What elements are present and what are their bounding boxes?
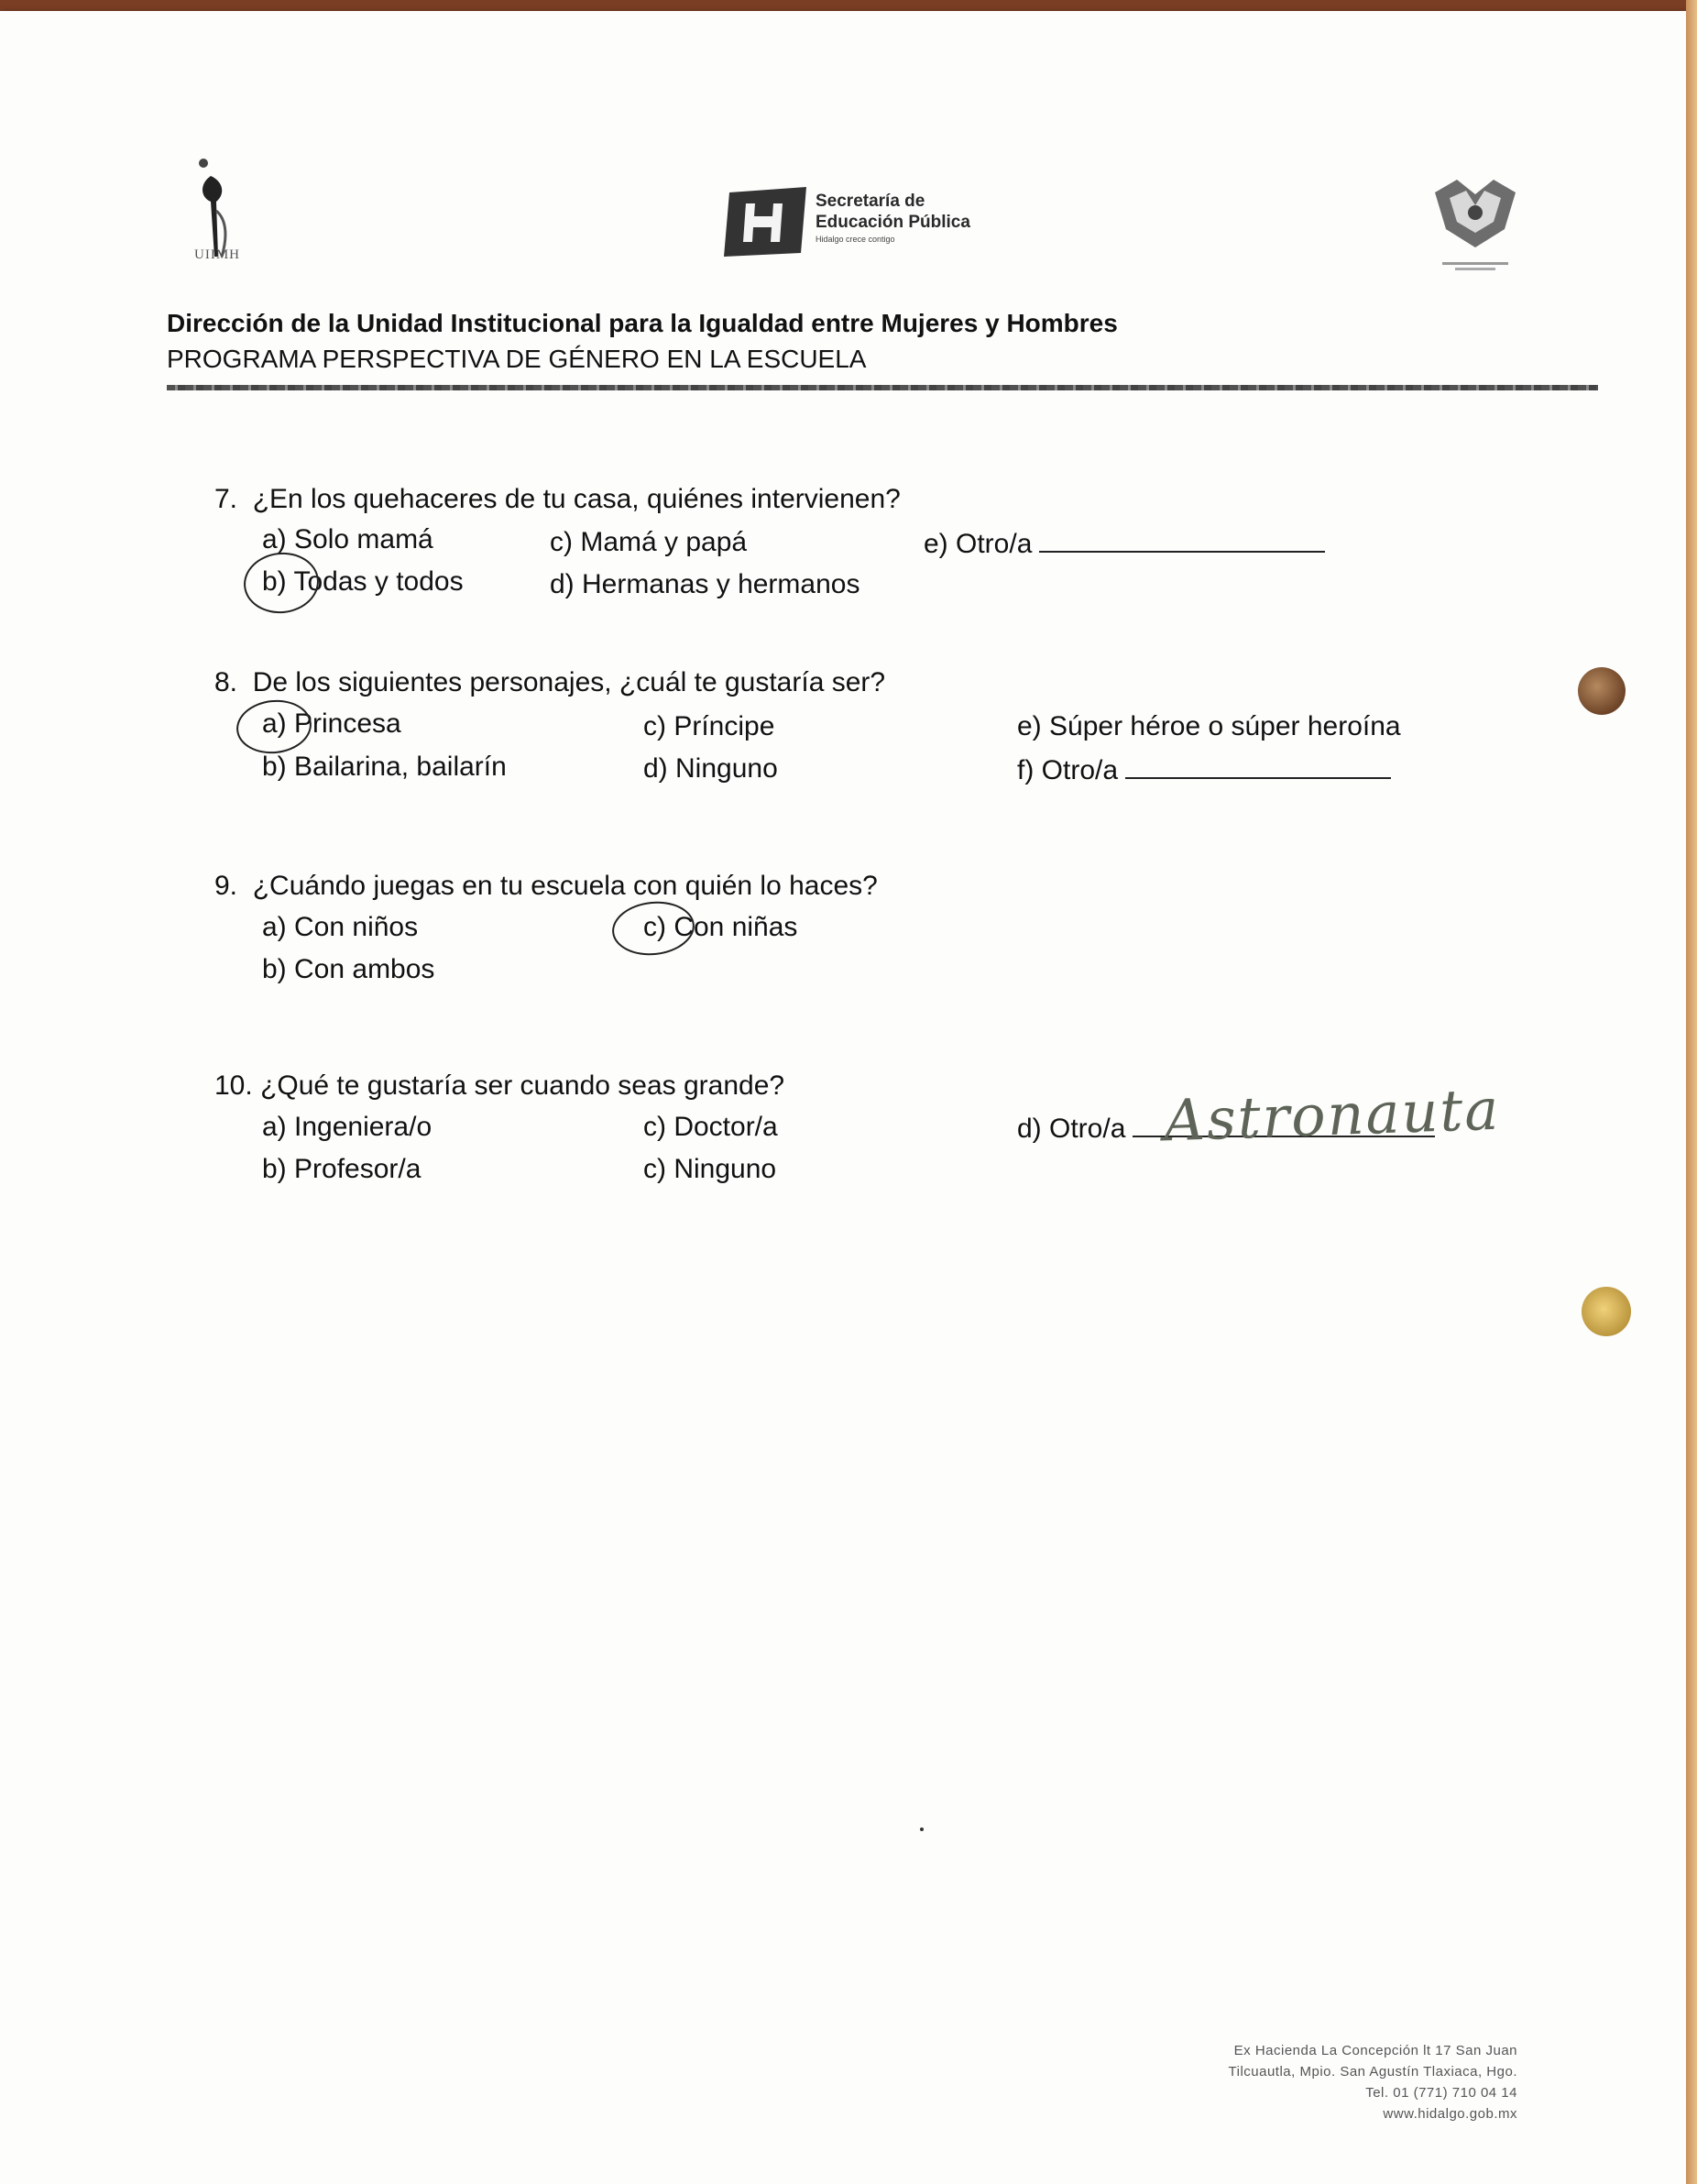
question-10 <box>214 1070 784 1102</box>
q7-option-d: d) Hermanas y hermanos <box>550 569 860 599</box>
question-8-text: De los siguientes personajes, ¿cuál te gustaría ser? <box>252 667 886 697</box>
q10-option-a: a) Ingeniera/o <box>262 1112 432 1142</box>
q9-option-b: b) Con ambos <box>262 954 435 984</box>
q8-option-e: e) Súper héroe o súper heroína <box>1017 711 1401 741</box>
question-10-text: ¿Qué te gustaría ser cuando seas grande? <box>260 1070 785 1101</box>
ink-speck <box>920 1827 924 1831</box>
q10-option-c: c) Doctor/a <box>643 1112 778 1142</box>
question-10-number: 10. <box>214 1070 253 1101</box>
q7-option-e <box>924 527 1325 560</box>
q9-option-a: a) Con niños <box>262 912 419 942</box>
question-7-number: 7. <box>214 484 238 514</box>
q7-option-e-label: e) Otro/a <box>924 529 1033 559</box>
sep-tagline: Hidalgo crece contigo <box>816 235 895 244</box>
sep-line-2: Educación Pública <box>816 213 970 232</box>
q10-handwritten-answer: Astronauta <box>1162 1075 1502 1155</box>
q7-blank-line <box>1039 527 1325 553</box>
q8-option-d: d) Ninguno <box>643 753 778 784</box>
footer-line-1: Ex Hacienda La Concepción lt 17 San Juan <box>1233 2043 1517 2058</box>
footer-line-4: www.hidalgo.gob.mx <box>1383 2106 1517 2122</box>
crest-logo <box>1429 174 1521 275</box>
header-title: Dirección de la Unidad Institucional para la Igualdad entre Mujeres y Hombres <box>167 309 1118 337</box>
header-divider <box>167 385 1598 390</box>
question-9 <box>214 871 878 902</box>
q8-option-f-label: f) Otro/a <box>1017 755 1119 785</box>
header-subtitle: PROGRAMA PERSPECTIVA DE GÉNERO EN LA ESCUELA <box>167 345 867 373</box>
question-9-number: 9. <box>214 871 238 901</box>
sep-logo-text <box>816 191 970 244</box>
binder-hole-top <box>1578 667 1626 715</box>
q9-option-c: c) Con niñas <box>643 912 798 942</box>
question-7-text: ¿En los quehaceres de tu casa, quiénes intervienen? <box>252 484 901 514</box>
q8-option-b: b) Bailarina, bailarín <box>262 752 507 782</box>
footer-address <box>1229 2040 1518 2124</box>
background-edge <box>1686 0 1697 2184</box>
q8-option-c: c) Príncipe <box>643 711 775 741</box>
question-7 <box>214 484 901 515</box>
uiimh-logo-text: UIIMH <box>194 247 240 262</box>
sep-line-1: Secretaría de <box>816 192 925 211</box>
q10-option-d-label: d) Otro/a <box>1017 1114 1126 1144</box>
q8-option-a: a) Princesa <box>262 708 401 739</box>
q10-option-b: b) Profesor/a <box>262 1154 422 1184</box>
footer-line-3: Tel. 01 (771) 710 04 14 <box>1365 2085 1517 2101</box>
binder-hole-bottom <box>1582 1287 1631 1336</box>
q8-blank-line <box>1125 753 1391 779</box>
q10-option-c-ninguno: c) Ninguno <box>643 1154 777 1184</box>
q7-option-b: b) Todas y todos <box>262 566 464 597</box>
q8-option-f <box>1017 753 1391 786</box>
footer-line-2: Tilcuautla, Mpio. San Agustín Tlaxiaca, Hgo. <box>1228 2064 1517 2080</box>
q7-option-c: c) Mamá y papá <box>550 527 748 557</box>
question-8 <box>214 667 885 698</box>
question-8-number: 8. <box>214 667 238 697</box>
question-9-text: ¿Cuándo juegas en tu escuela con quién lo haces? <box>252 871 878 901</box>
q7-option-a: a) Solo mamá <box>262 524 433 554</box>
